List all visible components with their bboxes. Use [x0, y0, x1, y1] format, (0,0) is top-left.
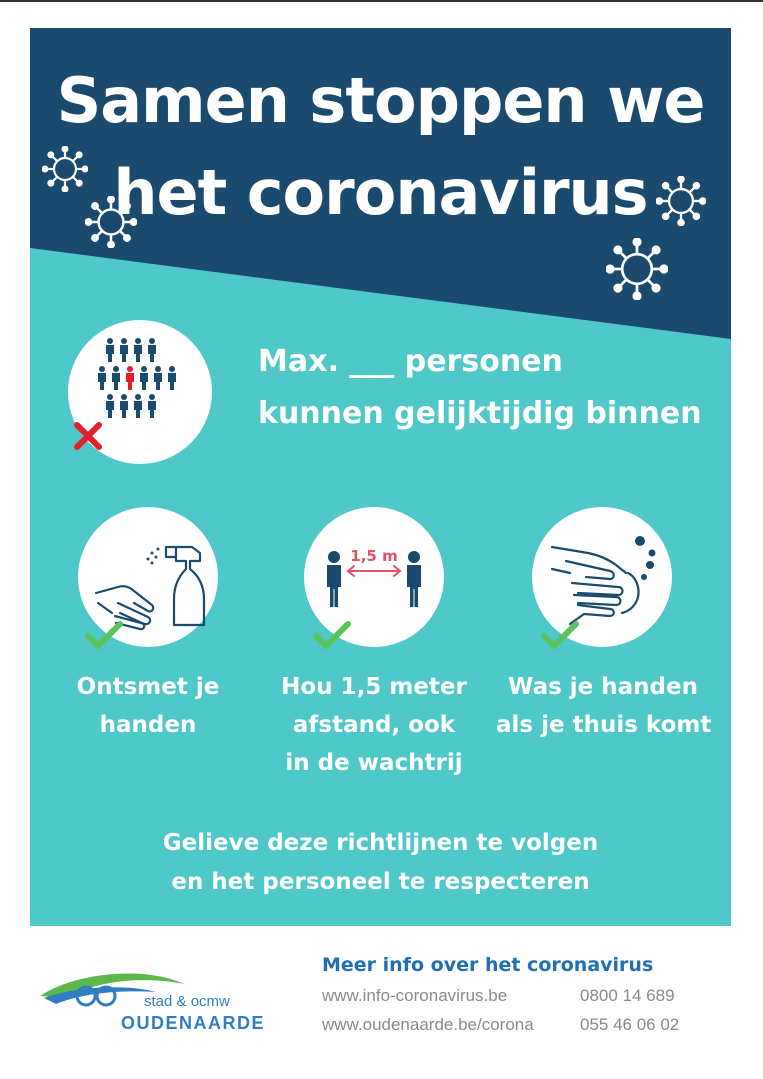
rule-disinfect-line2: handen — [99, 712, 197, 738]
top-border — [0, 0, 763, 2]
rule-distance-line2: afstand, ook — [292, 712, 456, 738]
logo-name: OUDENAARDE — [121, 1013, 266, 1033]
rule-distance — [274, 668, 474, 782]
virus-icon — [85, 196, 137, 248]
virus-icon — [42, 146, 88, 192]
rule-handwash-line2: als je thuis komt — [496, 712, 712, 738]
check-icon — [312, 620, 352, 652]
poster-title-line1: Samen stoppen we — [56, 64, 705, 137]
virus-icon — [606, 238, 668, 300]
capacity-line1: Max. ___ personen — [258, 344, 563, 379]
rule-handwash — [496, 668, 710, 744]
rule-handwash-line1: Was je handen — [508, 674, 698, 700]
logo-subtitle: stad & ocmw — [144, 993, 230, 1010]
info-phone-1: 0800 14 689 — [580, 986, 675, 1005]
poster-title-line2: het coronavirus — [113, 156, 648, 229]
poster — [30, 28, 731, 926]
rule-disinfect — [50, 668, 246, 744]
capacity-line2: kunnen gelijktijdig binnen — [258, 396, 702, 431]
check-icon — [540, 620, 580, 652]
virus-icon — [656, 176, 706, 226]
rule-disinfect-line1: Ontsmet je — [76, 674, 220, 700]
rule-distance-line3: in de wachtrij — [285, 750, 463, 776]
guideline-line2: en het personeel te respecteren — [171, 869, 590, 895]
cross-icon — [72, 420, 104, 452]
check-icon — [84, 620, 124, 652]
info-url-1[interactable]: www.info-coronavirus.be — [322, 986, 508, 1005]
info-phone-2: 055 46 06 02 — [580, 1015, 680, 1034]
distance-label: 1,5 m — [350, 547, 398, 565]
rule-distance-line1: Hou 1,5 meter — [281, 674, 467, 700]
info-url-2[interactable]: www.oudenaarde.be/corona — [322, 1015, 534, 1034]
guideline-line1: Gelieve deze richtlijnen te volgen — [162, 830, 599, 856]
info-title: Meer info over het coronavirus — [322, 954, 654, 976]
